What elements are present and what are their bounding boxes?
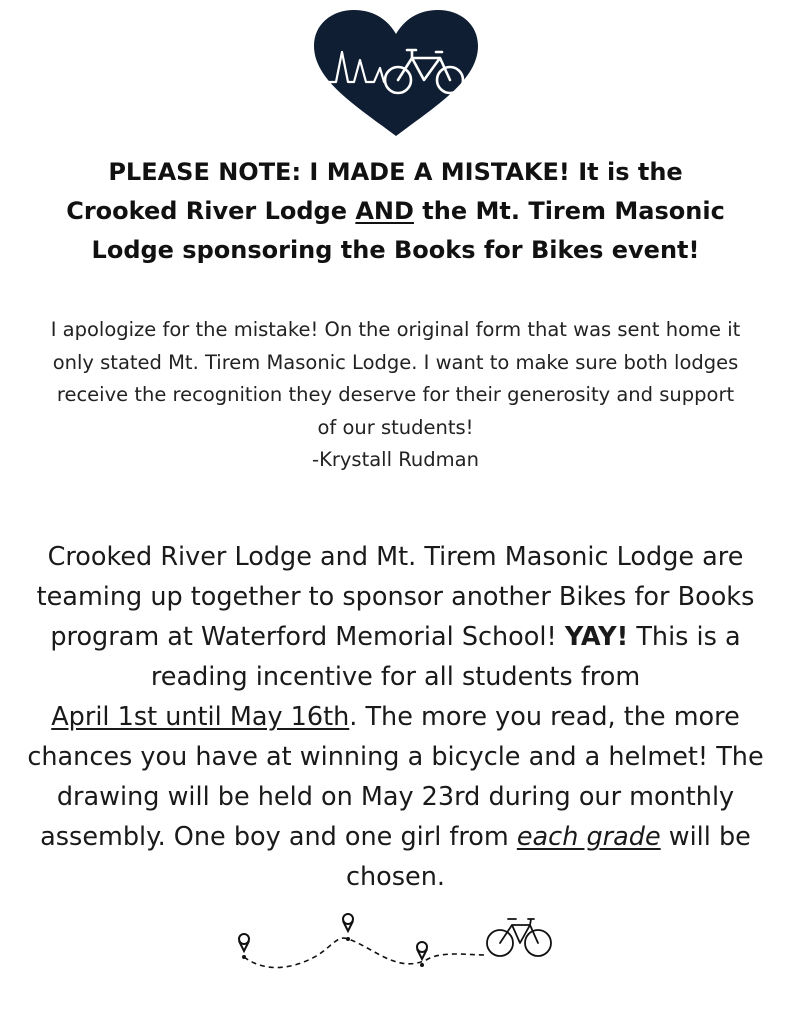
signature: -Krystall Rudman [312, 448, 479, 471]
apology-line-2: only stated Mt. Tirem Masonic Lodge. I want to make sure both lodges [52, 350, 739, 374]
bicycle-icon [487, 919, 551, 956]
announcement-line-9: chosen. [345, 862, 446, 892]
map-pin-icon [343, 914, 353, 941]
announcement-line-8-end: will be [660, 822, 751, 852]
announcement-line-1: Crooked River Lodge and Mt. Tirem Masonic Lodge are [47, 542, 744, 572]
notice-headline [0, 153, 791, 270]
dashed-route-line [244, 938, 486, 967]
announcement-line-7: drawing will be held on May 23rd during our monthly [56, 782, 735, 812]
event-dates: April 1st until May 16th [51, 702, 350, 732]
announcement-line-3 [0, 617, 791, 657]
apology-paragraph [0, 314, 791, 477]
headline-line-2-start: Crooked River Lodge [66, 197, 356, 225]
announcement-line-5-end: . The more you read, the more [349, 702, 740, 732]
announcement-line-3-start: program at Waterford Memorial School! [50, 622, 565, 652]
headline-line-2-end: the Mt. Tirem Masonic [413, 197, 725, 225]
announcement-line-8-start: assembly. One boy and one girl from [40, 822, 517, 852]
yay-emphasis: YAY! [564, 622, 629, 652]
apology-line-3: receive the recognition they deserve for their generosity and support [56, 383, 735, 406]
announcement-paragraph [0, 537, 791, 897]
apology-line-4: of our students! [317, 415, 474, 439]
heart-heartbeat-bicycle-logo [312, 10, 480, 138]
announcement-line-3-end: This is a [628, 622, 741, 652]
apology-line-1: I apologize for the mistake! On the original form that was sent home it [50, 318, 741, 341]
each-grade-emphasis: each grade [516, 822, 661, 852]
announcement-line-6: chances you have at winning a bicycle and a helmet! The [27, 742, 764, 772]
headline-line-3: Lodge sponsoring the Books for Bikes event! [91, 236, 700, 264]
map-pin-icon [239, 934, 249, 959]
headline-and-emphasis: AND [355, 197, 414, 225]
headline-line-2 [0, 192, 791, 231]
announcement-line-5 [0, 697, 791, 737]
announcement-line-2: teaming up together to sponsor another Bikes for Books [36, 582, 755, 612]
announcement-line-4: reading incentive for all students from [150, 662, 641, 692]
headline-line-1: PLEASE NOTE: I MADE A MISTAKE! It is the [108, 158, 683, 186]
announcement-line-8 [0, 817, 791, 857]
dashed-route-with-pins-and-bicycle [228, 905, 558, 985]
